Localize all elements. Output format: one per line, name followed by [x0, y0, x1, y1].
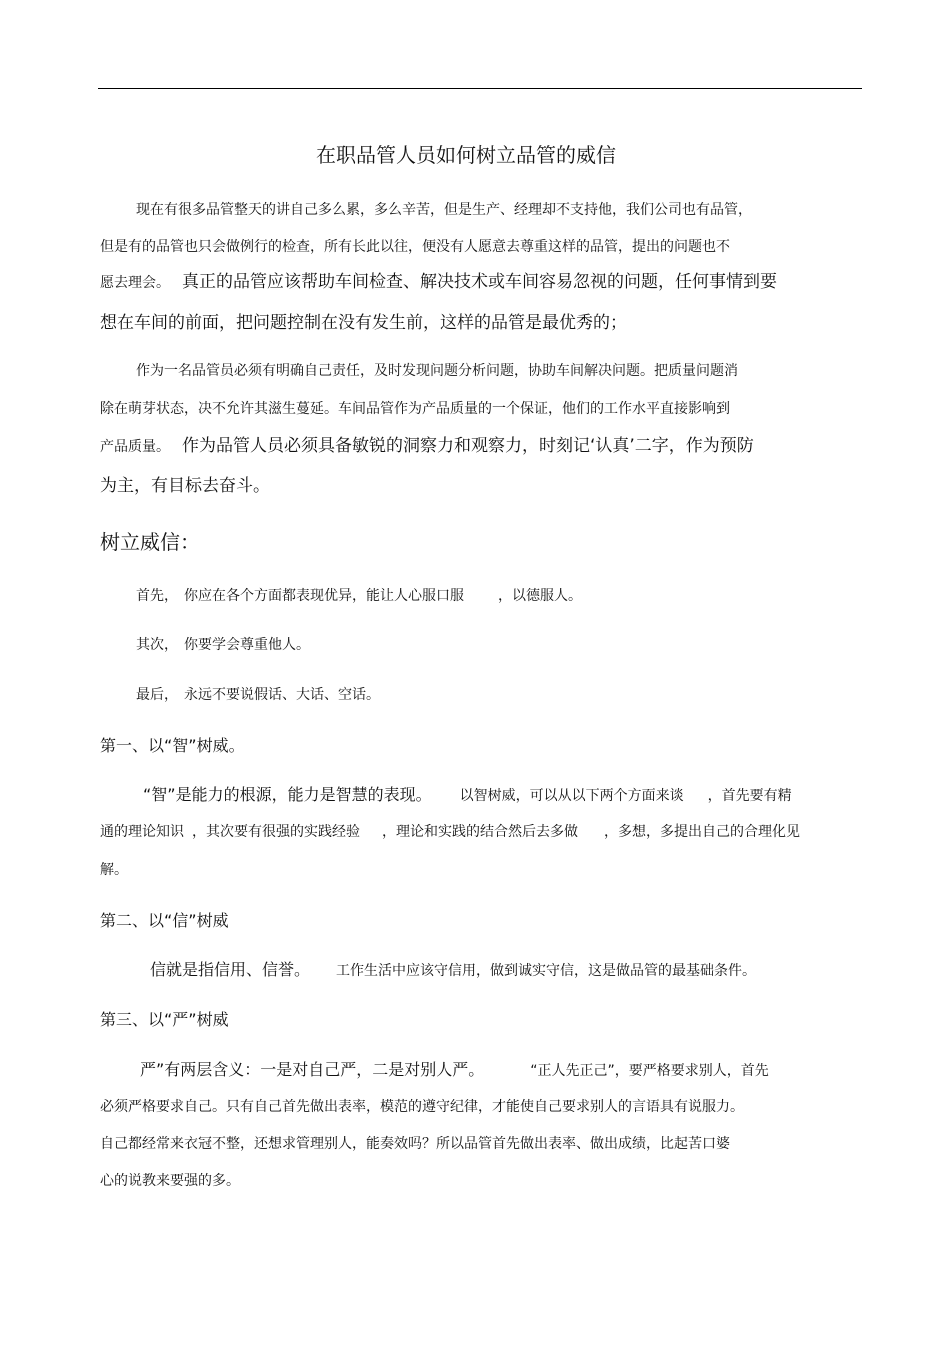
section-2-line-1 — [150, 962, 756, 978]
step-second-text: 你要学会尊重他人。 — [184, 637, 310, 653]
p1-line-2: 但是有的品管也只会做例行的检查，所有长此以往，便没有人愿意去尊重这样的品管，提出的问题也不 — [100, 239, 730, 255]
step-first-text-end: ，以德服人。 — [498, 588, 582, 604]
section-3-lead: 严”有两层含义：一是对自己严，二是对别人严。 — [140, 1060, 485, 1079]
section-1-text-f: ，多想，多提出自己的合理化见 — [604, 824, 800, 840]
step-second — [136, 638, 310, 652]
p1-line-3-large: 真正的品管应该帮助车间检查、解决技术或车间容易忽视的问题，任何事情到要 — [182, 272, 777, 292]
p2-line-3-small: 产品质量。 — [100, 439, 170, 455]
p1-line-4: 想在车间的前面，把问题控制在没有发生前，这样的品管是最优秀的； — [100, 313, 627, 333]
p2-line-2: 除在萌芽状态，决不允许其滋生蔓延。车间品管作为产品质量的一个保证，他们的工作水平直接影响到 — [100, 401, 730, 417]
section-3-text-a: “正人先正己”，要严格要求别人，首先 — [530, 1063, 769, 1079]
section-1-text-b: ，首先要有精 — [707, 788, 792, 804]
section-1-text-d: ，其次要有很强的实践经验 — [192, 824, 360, 840]
section-2-lead: 信就是指信用、信誉。 — [150, 960, 311, 979]
section-3-line-1 — [140, 1062, 769, 1078]
section-2-text: 工作生活中应该守信用，做到诚实守信，这是做品管的最基础条件。 — [336, 963, 757, 979]
p2-line-3-large: 作为品管人员必须具备敏锐的洞察力和观察力，时刻记‘认真’二字，作为预防 — [182, 436, 754, 456]
p1-line-1: 现在有很多品管整天的讲自己多么累，多么辛苦，但是生产、经理却不支持他，我们公司也有品管， — [136, 202, 752, 218]
section-3-heading: 第三、以“严”树威 — [100, 1010, 229, 1029]
section-1-lead: “智”是能力的根源，能力是智慧的表现。 — [143, 785, 432, 804]
section-1-heading: 第一、以“智”树威。 — [100, 736, 245, 755]
section-1-text-e: ，理论和实践的结合然后去多做 — [382, 824, 578, 840]
section-1-line-2 — [100, 825, 800, 839]
section-1-text-c: 通的理论知识 — [100, 824, 184, 840]
section-1-line-1 — [143, 787, 792, 803]
step-last-label: 最后， — [136, 687, 178, 703]
step-first — [136, 589, 582, 603]
section-3-line-4: 心的说教来要强的多。 — [100, 1173, 240, 1189]
p2-line-3 — [100, 438, 754, 455]
section-2-heading: 第二、以“信”树威 — [100, 911, 229, 930]
section-1-line-3: 解。 — [100, 862, 128, 878]
section-3-line-3: 自己都经常来衣冠不整，还想求管理别人，能奏效吗？所以品管首先做出表率、做出成绩，比起苦口婆 — [100, 1136, 730, 1152]
document-title: 在职品管人员如何树立品管的威信 — [316, 143, 616, 167]
heading-prestige: 树立威信： — [100, 530, 200, 554]
step-first-text: 你应在各个方面都表现优异，能让人心服口服 — [184, 588, 464, 604]
p1-line-3 — [100, 274, 777, 291]
p2-line-1: 作为一名品管员必须有明确自己责任，及时发现问题分析问题，协助车间解决问题。把质量问题消 — [136, 363, 738, 379]
header-rule — [98, 88, 862, 89]
p1-line-3-small: 愿去理会。 — [100, 275, 170, 291]
section-3-line-2: 必须严格要求自己。只有自己首先做出表率，模范的遵守纪律，才能使自己要求别人的言语具有说服力。 — [100, 1099, 744, 1115]
step-first-label: 首先， — [136, 588, 178, 604]
step-second-label: 其次， — [136, 637, 178, 653]
section-1-text-a: 以智树威，可以从以下两个方面来谈 — [459, 788, 684, 804]
step-last — [136, 688, 380, 702]
p2-line-4: 为主，有目标去奋斗。 — [100, 476, 270, 496]
step-last-text: 永远不要说假话、大话、空话。 — [184, 687, 380, 703]
